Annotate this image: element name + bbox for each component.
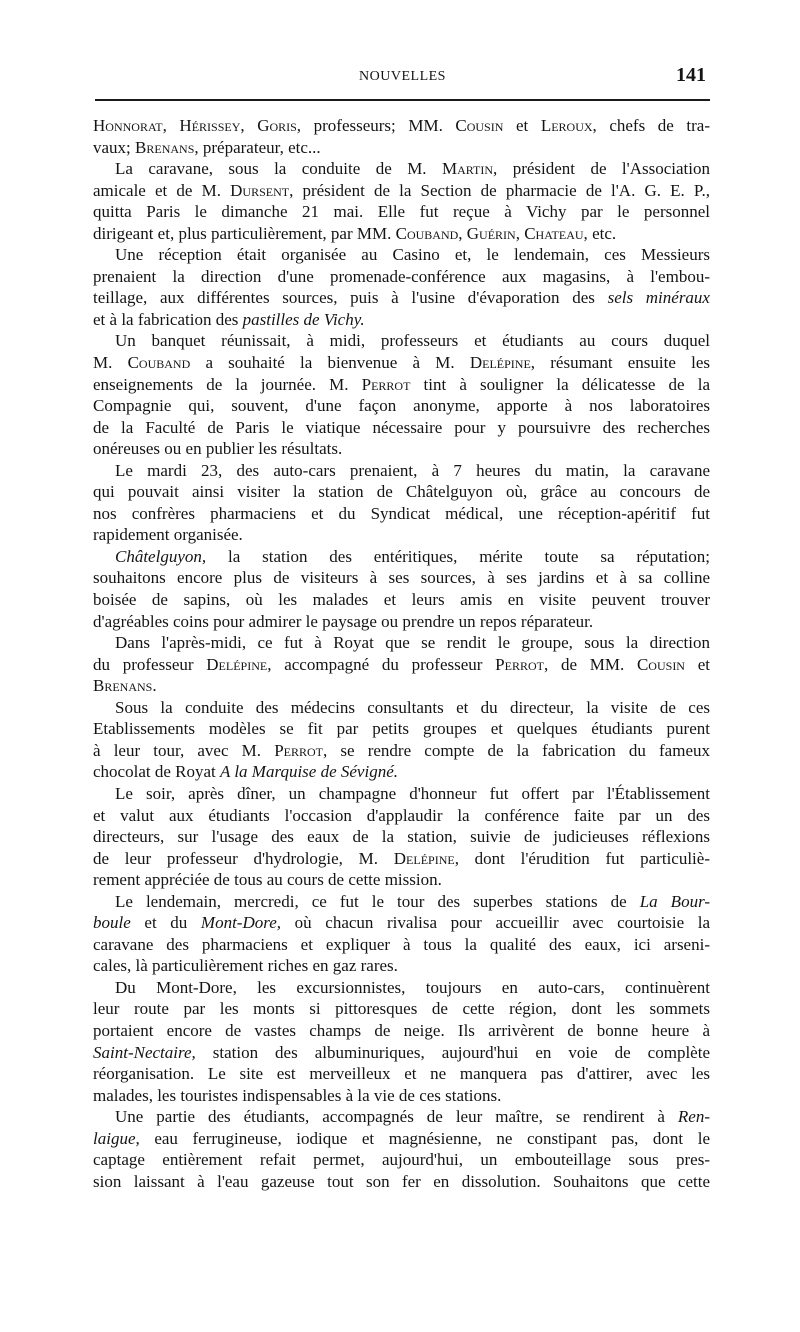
- text-line: [93, 611, 710, 633]
- running-header: [95, 64, 710, 94]
- text-line: [93, 524, 710, 546]
- text-line: [93, 223, 710, 245]
- text-line: [93, 998, 710, 1020]
- text-line: [93, 1042, 710, 1064]
- italic-text: Ren-: [677, 1107, 710, 1127]
- italic-text: Saint-Nectaire,: [93, 1042, 196, 1062]
- text-run: boisée de sapins, où les malades et leurs amis en visite peuvent trouver: [93, 590, 710, 610]
- text-run: a souhaité la bienvenue à M.: [190, 353, 470, 373]
- text-run: réorganisation. Le site est merveilleux et ne manquera pas d'attirer, avec les: [93, 1064, 710, 1084]
- text-run: à leur tour, avec M.: [93, 740, 275, 760]
- text-line: [93, 955, 710, 977]
- italic-text: sels minéraux: [607, 288, 710, 308]
- text-run: la station des entéritiques, mérite toute sa réputation;: [206, 546, 710, 566]
- text-line: [93, 977, 710, 999]
- text-line: [93, 654, 710, 676]
- text-run: professeurs; MM.: [301, 116, 456, 135]
- text-line: [93, 934, 710, 956]
- text-line: [93, 697, 710, 719]
- proper-name: Brenans.: [93, 676, 157, 696]
- proper-name: Perrot: [361, 374, 411, 394]
- text-line: [93, 869, 710, 891]
- text-run: dirigeant et, plus particulièrement, par MM.: [93, 223, 396, 243]
- text-run: de la Faculté de Paris le viatique nécessaire pour y poursuivre des recherches: [93, 417, 710, 437]
- italic-text: Châtelguyon,: [115, 546, 207, 566]
- text-run: vaux;: [93, 137, 136, 157]
- text-run: préparateur, etc...: [198, 137, 321, 157]
- text-run: se rendre compte de la fabrication du fameux: [327, 740, 710, 760]
- text-line: [93, 826, 710, 848]
- text-run: Du Mont-Dore, les excursionnistes, toujours en auto-cars, continuèrent: [115, 977, 710, 997]
- text-line: [93, 374, 710, 396]
- text-run: onéreuses ou en publier les résultats.: [93, 439, 343, 459]
- proper-name: Couband: [127, 353, 191, 373]
- paragraph: [93, 158, 710, 244]
- text-line: [93, 201, 710, 223]
- text-run: eau ferrugineuse, iodique et magnésienne, ne constipant pas, dont le: [139, 1128, 710, 1148]
- text-line: [93, 805, 710, 827]
- text-run: et à la fabrication des: [93, 309, 243, 329]
- proper-name: Delépine,: [393, 848, 459, 868]
- text-run: et valut aux étudiants l'occasion d'applaudir la conférence faite par un des: [93, 805, 710, 825]
- text-run: caravane des pharmaciens et expliquer à tous la qualité des eaux, ici arseni-: [93, 934, 710, 954]
- paragraph: [93, 115, 710, 158]
- text-run: d'agréables coins pour admirer le paysage ou prendre un repos réparateur.: [93, 611, 594, 631]
- text-run: nos confrères pharmaciens et du Syndicat médical, une réception-apéritif fut: [93, 503, 710, 523]
- proper-name: Cousin: [636, 654, 685, 674]
- paragraph: [93, 546, 710, 632]
- text-run: amicale et de M.: [93, 180, 231, 200]
- paragraph: [93, 1106, 710, 1192]
- text-run: directeurs, sur l'usage des eaux de la station, suivie de judicieuses réflexions: [93, 827, 710, 847]
- text-run: etc.: [587, 223, 617, 243]
- text-run: Le mardi 23, des auto-cars prenaient, à 7 heures du matin, la caravane: [115, 460, 710, 480]
- text-line: [93, 1085, 710, 1107]
- italic-text: La Bour-: [639, 891, 711, 911]
- paragraph: [93, 632, 710, 697]
- proper-name: Cousin: [455, 116, 504, 135]
- text-run: où chacun rivalisa pour accueillir avec courtoisie la: [281, 913, 710, 933]
- text-run: chocolat de Royat: [93, 762, 220, 782]
- paragraph: [93, 977, 710, 1106]
- text-run: et du: [130, 913, 201, 933]
- text-run: de MM.: [548, 654, 637, 674]
- text-run: et: [684, 654, 710, 674]
- text-line: [93, 417, 710, 439]
- text-line: [93, 481, 710, 503]
- text-run: sion laissant à l'eau gazeuse tout son fer en dissolution. Souhaitons que cette: [93, 1171, 710, 1191]
- text-line: [93, 718, 710, 740]
- text-line: [93, 1149, 710, 1171]
- text-line: [93, 115, 710, 137]
- text-run: malades, les touristes indispensables à la vie de ces stations.: [93, 1085, 502, 1105]
- text-line: [93, 460, 710, 482]
- text-run: prenaient la direction d'une promenade-conférence aux magasins, à l'embou-: [93, 266, 710, 286]
- text-run: quitta Paris le dimanche 21 mai. Elle fut reçue à Vichy par le personnel: [93, 202, 710, 222]
- text-run: chefs de tra-: [596, 116, 710, 135]
- text-line: [93, 438, 710, 460]
- text-line: [93, 395, 710, 417]
- text-run: souhaitons encore plus de visiteurs à ses sources, à ses jardins et à sa colline: [93, 568, 710, 588]
- italic-text: A la Marquise de Sévigné.: [220, 762, 398, 782]
- proper-name: Brenans,: [135, 137, 199, 157]
- text-run: qui pouvait ainsi visiter la station de Châtelguyon où, grâce au concours de: [93, 482, 710, 502]
- text-line: [93, 632, 710, 654]
- paragraph: [93, 330, 710, 459]
- paragraph: [93, 891, 710, 977]
- text-run: M.: [93, 353, 128, 373]
- text-run: Dans l'après-midi, ce fut à Royat que se rendit le groupe, sous la direction: [115, 633, 710, 653]
- text-run: tint à souligner la délicatesse de la: [410, 374, 710, 394]
- paragraph: [93, 697, 710, 783]
- text-line: [93, 266, 710, 288]
- proper-name: Perrot,: [495, 654, 549, 674]
- text-run: Sous la conduite des médecins consultants et du directeur, la visite de ces: [115, 697, 710, 717]
- text-line: [93, 352, 710, 374]
- text-run: captage entièrement refait permet, aujourd'hui, un embouteillage sous pres-: [93, 1150, 710, 1170]
- page-number: 141: [676, 64, 706, 86]
- text-line: [93, 244, 710, 266]
- proper-name: Leroux,: [540, 116, 597, 135]
- text-run: de leur professeur d'hydrologie, M.: [93, 848, 394, 868]
- text-run: Une réception était organisée au Casino et, le lendemain, ces Messieurs: [115, 245, 710, 265]
- text-line: [93, 180, 710, 202]
- text-line: [93, 1128, 710, 1150]
- proper-name: Dursent,: [230, 180, 294, 200]
- text-line: [93, 675, 710, 697]
- paragraph: [93, 783, 710, 891]
- paragraph: [93, 244, 710, 330]
- text-run: La caravane, sous la conduite de M.: [115, 159, 442, 179]
- text-line: [93, 1063, 710, 1085]
- text-line: [93, 589, 710, 611]
- text-run: cales, là particulièrement riches en gaz rares.: [93, 956, 398, 976]
- text-run: Le soir, après dîner, un champagne d'honneur fut offert par l'Établissement: [115, 783, 710, 803]
- text-run: du professeur: [93, 654, 207, 674]
- text-line: [93, 158, 710, 180]
- proper-name: Perrot,: [274, 740, 328, 760]
- header-rule: [95, 99, 710, 101]
- text-run: Le lendemain, mercredi, ce fut le tour des superbes stations de: [115, 891, 640, 911]
- text-run: leur route par les monts si pittoresques de cette région, dont les sommets: [93, 999, 710, 1019]
- text-line: [93, 330, 710, 352]
- text-line: [93, 309, 710, 331]
- text-line: [93, 761, 710, 783]
- text-run: accompagné du professeur: [271, 654, 496, 674]
- italic-text: laigue,: [93, 1128, 140, 1148]
- text-run: rapidement organisée.: [93, 525, 243, 545]
- text-line: [93, 503, 710, 525]
- text-run: teillage, aux différentes sources, puis à l'usine d'évaporation des: [93, 288, 608, 308]
- italic-text: pastilles de Vichy.: [242, 309, 365, 329]
- text-run: station des albuminuriques, aujourd'hui en voie de complète: [195, 1042, 710, 1062]
- text-run: et: [503, 116, 541, 135]
- text-line: [93, 740, 710, 762]
- text-run: portaient encore de vastes champs de neige. Ils arrivèrent de bonne heure à: [93, 1020, 710, 1040]
- text-line: [93, 1106, 710, 1128]
- italic-text: boule: [93, 913, 131, 933]
- text-line: [93, 891, 710, 913]
- text-line: [93, 137, 710, 159]
- text-run: rement appréciée de tous au cours de cette mission.: [93, 870, 442, 890]
- proper-name: Honnorat, Hérissey, Goris,: [93, 116, 302, 135]
- text-run: dont l'érudition fut particuliè-: [458, 848, 710, 868]
- text-run: président de la Section de pharmacie de l'A. G. E. P.,: [293, 180, 710, 200]
- text-run: Un banquet réunissait, à midi, professeurs et étudiants au cours duquel: [115, 331, 710, 351]
- italic-text: Mont-Dore,: [200, 913, 282, 933]
- text-line: [93, 1020, 710, 1042]
- text-run: Etablissements modèles se fit par petits groupes et quelques étudiants purent: [93, 719, 710, 739]
- text-run: président de l'Association: [497, 159, 710, 179]
- text-run: Une partie des étudiants, accompagnés de leur maître, se rendirent à: [115, 1107, 678, 1127]
- proper-name: Delépine,: [469, 353, 536, 373]
- paragraph: [93, 460, 710, 546]
- text-line: [93, 783, 710, 805]
- text-line: [93, 567, 710, 589]
- text-line: [93, 848, 710, 870]
- text-line: [93, 912, 710, 934]
- article-body: [93, 115, 710, 1192]
- text-run: Compagnie qui, souvent, d'une façon anonyme, apporte à nos laboratoires: [93, 396, 710, 416]
- proper-name: Delépine,: [206, 654, 272, 674]
- text-line: [93, 1171, 710, 1193]
- section-title: NOUVELLES: [359, 69, 446, 84]
- text-run: résumant ensuite les: [535, 353, 710, 373]
- proper-name: Couband, Guérin, Chateau,: [395, 223, 588, 243]
- text-line: [93, 287, 710, 309]
- proper-name: Martin,: [441, 159, 498, 179]
- text-line: [93, 546, 710, 568]
- text-run: enseignements de la journée. M.: [93, 374, 362, 394]
